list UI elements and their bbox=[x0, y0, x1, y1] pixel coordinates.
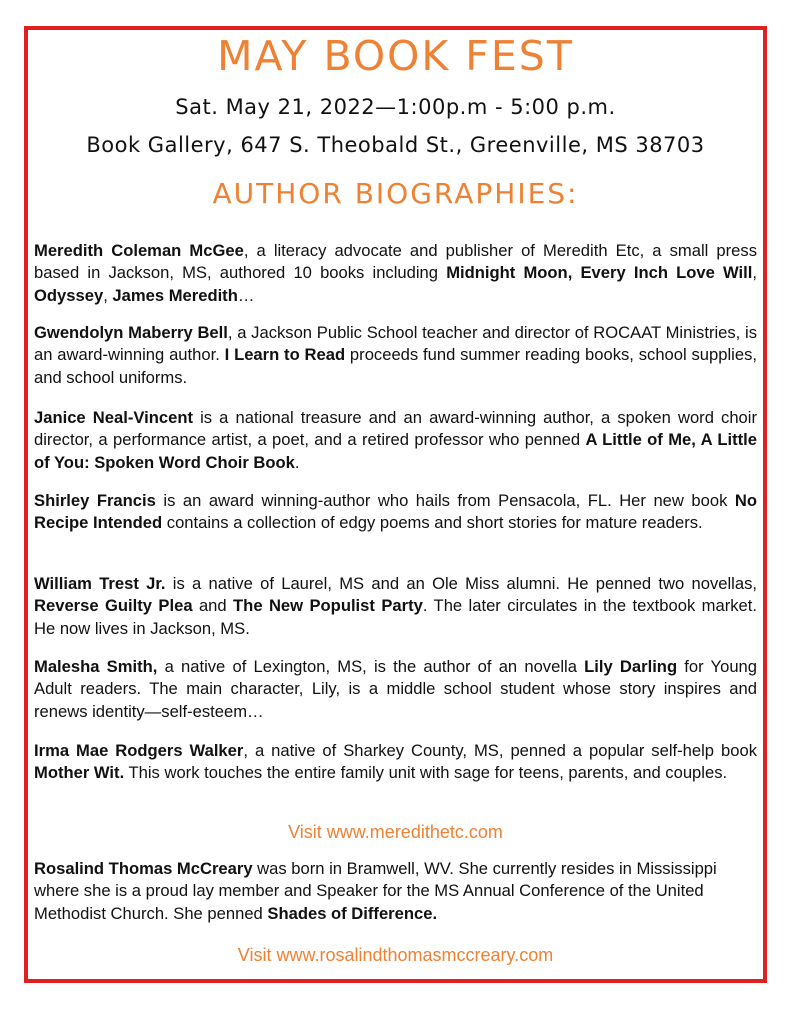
bio-francis: Shirley Francis is an award winning-author who hails from Pensacola, FL. Her new book No Recipe Intended contains a collection of edgy poems and short stories for mature readers. bbox=[34, 491, 757, 533]
book-title: Mother Wit. bbox=[34, 763, 125, 783]
author-name: Janice Neal-Vincent bbox=[34, 408, 193, 427]
book-title: James Meredith bbox=[112, 285, 238, 305]
author-name: Meredith Coleman McGee bbox=[34, 241, 244, 260]
bio-trest: William Trest Jr. is a native of Laurel, MS and an Ole Miss alumni. He penned two novellas, Reverse Guilty Plea and The New Populist Party. The later circulates in the textbook market. He now lives in Jackson, MS. bbox=[34, 574, 758, 638]
book-title: I Learn to Read bbox=[224, 345, 346, 365]
bio-bell: Gwendolyn Maberry Bell, a Jackson Public School teacher and director of ROCAAT Ministries, is an award-winning author. I Learn to Read proceeds fund summer reading books, school supplies, and school uniforms. bbox=[34, 323, 757, 387]
book-title: No Recipe Intended bbox=[34, 491, 757, 533]
visit-rosalind-link[interactable]: Visit www.rosalindthomasmccreary.com bbox=[237, 945, 554, 965]
author-name: Malesha Smith, bbox=[34, 657, 158, 676]
page-title: MAY BOOK FEST bbox=[217, 32, 574, 80]
book-title: Reverse Guilty Plea bbox=[34, 596, 193, 616]
bio-mccreary: Rosalind Thomas McCreary was born in Bramwell, WV. She currently resides in Mississippi where she is a proud lay member and Speaker for the MS Annual Conference of the United Methodist Church. She penned Shades of Difference. bbox=[34, 859, 717, 923]
event-date: Sat. May 21, 2022—1:00p.m - 5:00 p.m. bbox=[175, 95, 616, 119]
bio-walker: Irma Mae Rodgers Walker, a native of Sharkey County, MS, penned a popular self-help book Mother Wit. This work touches the entire family unit with sage for teens, parents, and couples. bbox=[34, 741, 757, 783]
book-title: A Little of Me, A Little of You: Spoken Word Choir Book bbox=[34, 430, 757, 472]
event-location: Book Gallery, 647 S. Theobald St., Greenville, MS 38703 bbox=[86, 133, 705, 157]
author-name: Shirley Francis bbox=[34, 491, 156, 510]
bio-vincent: Janice Neal-Vincent is a national treasure and an award-winning author, a spoken word choir director, a performance artist, a poet, and a retired professor who penned A Little of Me, A Little of You: Spoken Word Choir Book. bbox=[34, 408, 757, 472]
author-name: William Trest Jr. bbox=[34, 574, 166, 593]
bio-mcgee: Meredith Coleman McGee, a literacy advocate and publisher of Meredith Etc, a small press based in Jackson, MS, authored 10 books including Midnight Moon, Every Inch Love Will, Odyssey, James Meredith… bbox=[34, 241, 757, 305]
book-title: Lily Darling bbox=[584, 657, 678, 676]
visit-meredith-link[interactable]: Visit www.meredithetc.com bbox=[288, 822, 503, 842]
bio-smith: Malesha Smith, a native of Lexington, MS, is the author of an novella Lily Darling for Young Adult readers. The main character, Lily, is a middle school student whose story inspires and renews identity—self-esteem… bbox=[34, 657, 758, 721]
book-title: Odyssey bbox=[34, 285, 104, 305]
book-title: Midnight Moon, Every Inch Love Will bbox=[446, 263, 753, 283]
book-title: The New Populist Party bbox=[233, 596, 423, 616]
section-heading: AUTHOR BIOGRAPHIES: bbox=[212, 177, 579, 210]
author-name: Gwendolyn Maberry Bell bbox=[34, 323, 228, 342]
author-name: Irma Mae Rodgers Walker bbox=[34, 741, 244, 760]
book-title: Shades of Difference. bbox=[267, 903, 438, 923]
author-name: Rosalind Thomas McCreary bbox=[34, 859, 253, 878]
